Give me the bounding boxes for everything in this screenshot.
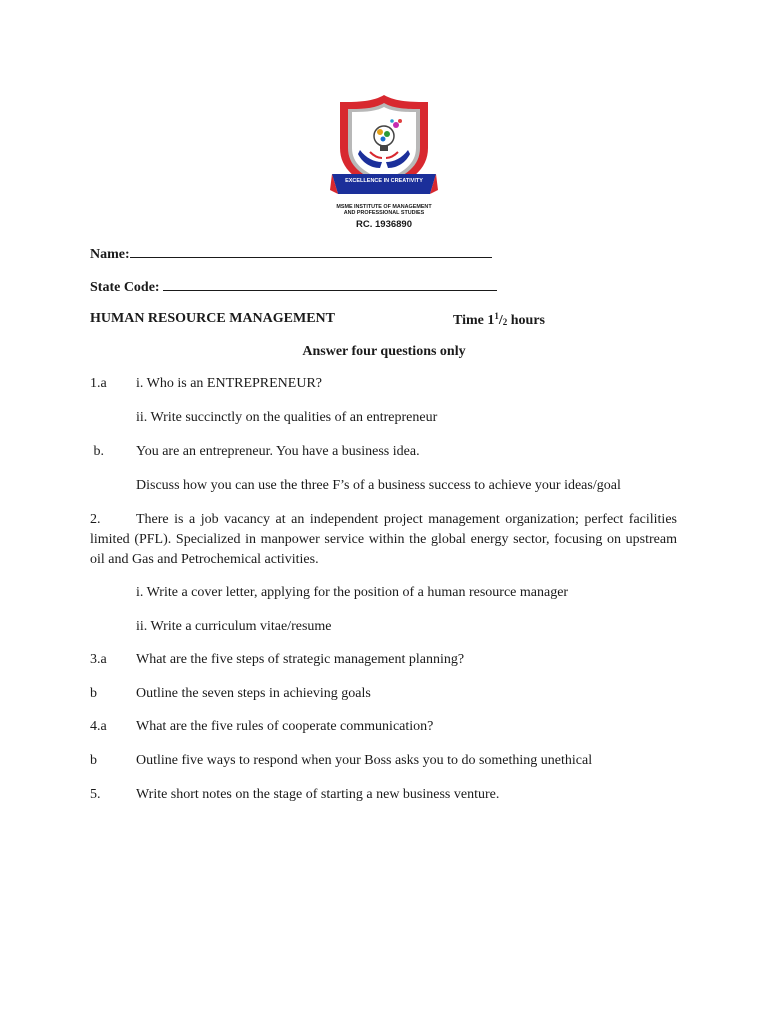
name-field: [90, 243, 492, 263]
course-title: HUMAN RESOURCE MANAGEMENT: [90, 311, 335, 326]
exam-time: Time $1^1/_2$ hours: [453, 311, 545, 328]
state-code-field: [90, 276, 497, 296]
question-number: b: [90, 753, 97, 768]
exam-instruction: Answer four questions only: [302, 344, 466, 359]
institute-logo: [300, 92, 468, 234]
question-text: Discuss how you can use the three F’s of a business success to achieve your ideas/goal: [136, 478, 621, 493]
question-number: 1.a: [90, 376, 107, 391]
question-text: i. Who is an ENTREPRENEUR?: [136, 376, 323, 391]
question-text: You are an entrepreneur. You have a business idea.: [136, 444, 420, 459]
logo-institute-line2: AND PROFESSIONAL STUDIES: [343, 210, 425, 216]
shield-logo-icon: [330, 92, 438, 204]
question-number: b: [90, 686, 97, 701]
logo-rc-number: RC. 1936890: [356, 219, 412, 230]
question-text: What are the five rules of cooperate communication?: [136, 719, 434, 734]
name-blank-line: [130, 243, 492, 258]
question-number: 5.: [90, 787, 101, 802]
logo-banner-text: EXCELLENCE IN CREATIVITY: [345, 178, 423, 184]
question-number: 4.a: [90, 719, 107, 734]
question-text: What are the five steps of strategic management planning?: [136, 652, 465, 667]
question-number: b.: [90, 444, 104, 459]
question-text: ii. Write succinctly on the qualities of an entrepreneur: [136, 410, 438, 425]
state-code-label: State Code:: [90, 280, 164, 295]
question-text: Write short notes on the stage of starting a new business venture.: [136, 787, 500, 802]
question-text: There is a job vacancy at an independent project management organization; perfect facilities limited (PFL). Specialized in manpower service within the global energy sector, focusing on upstream oil and Gas and Petrochemical activities.: [90, 512, 677, 567]
question-text: i. Write a cover letter, applying for the position of a human resource manager: [136, 585, 569, 600]
question-text: Outline five ways to respond when your Boss asks you to do something unethical: [136, 753, 593, 768]
logo-institute-line1: MSME INSTITUTE OF MANAGEMENT: [336, 204, 432, 210]
question-paragraph: [90, 510, 677, 570]
question-text: Outline the seven steps in achieving goals: [136, 686, 371, 701]
question-number: 2.: [90, 512, 101, 527]
question-number: 3.a: [90, 652, 107, 667]
question-text: ii. Write a curriculum vitae/resume: [136, 619, 332, 634]
name-label: Name:: [90, 247, 130, 262]
state-code-blank-line: [163, 276, 497, 291]
